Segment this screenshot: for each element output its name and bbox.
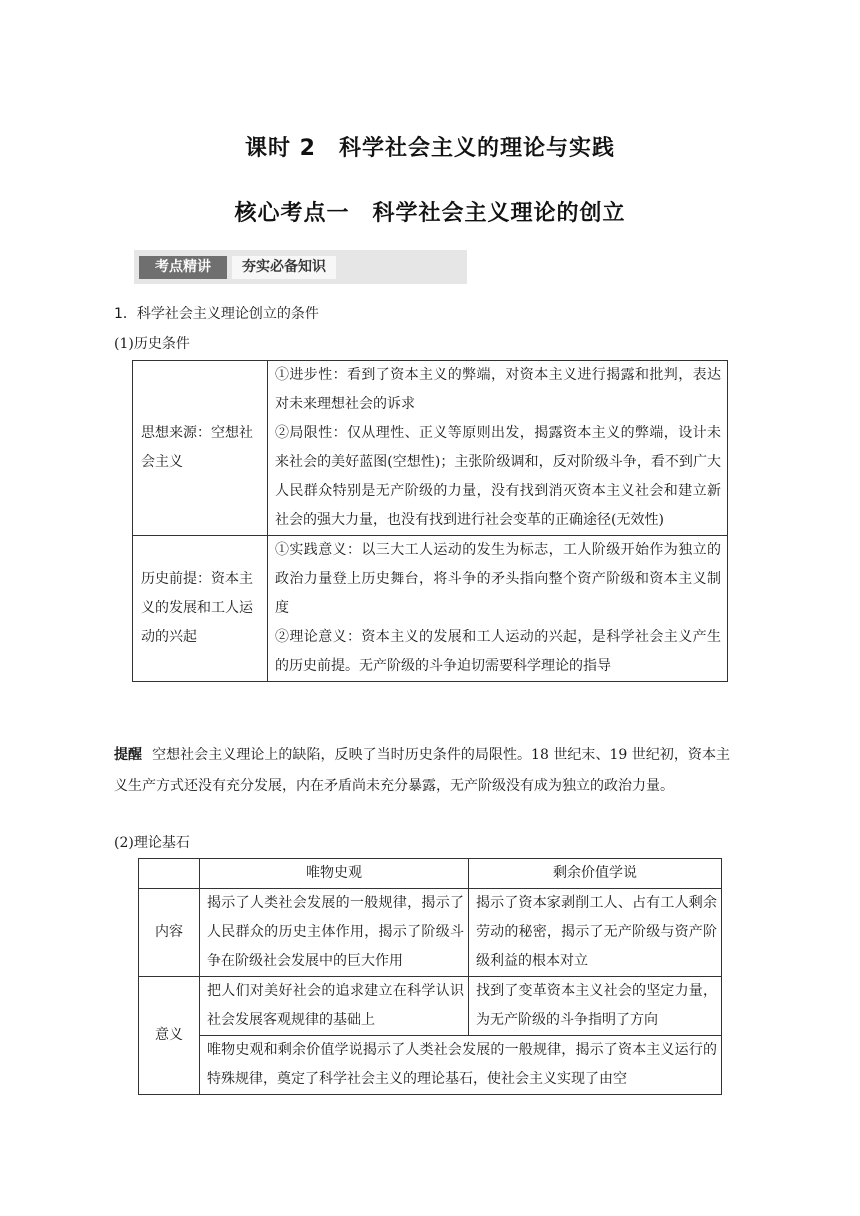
row-content [268,536,728,682]
row-content-text: ①实践意义：以三大工人运动的发生为标志，工人阶级开始作为独立的政治力量登上历史舞台，将斗争的矛头指向整个资产阶级和资本主义制度 ②理论意义：资本主义的发展和工人运动的兴起，是科学社会主义产生的历史前提。无产阶级的斗争迫切需要科学理论的指导 [275,542,721,674]
table-row [139,977,722,1036]
row-label-content: 内容 [139,889,200,977]
cell-meaning-a: 把人们对美好社会的追求建立在科学认识社会发展客观规律的基础上 [200,977,469,1036]
row-label-meaning: 意义 [139,977,200,1095]
header-cell-historical-materialism: 唯物史观 [200,859,469,889]
tip-paragraph [114,740,730,802]
history-heading: (1)历史条件 [114,336,190,352]
lesson-title: 课时 2 科学社会主义的理论与实践 [245,136,615,161]
cell-content-a: 揭示了人类社会发展的一般规律，揭示了人民群众的历史主体作用，揭示了阶级斗争在阶级社会发展中的巨大作用 [200,889,469,977]
tip-text: 空想社会主义理论上的缺陷，反映了当时历史条件的局限性。18 世纪末、19 世纪初，资本主义生产方式还没有充分发展，内在矛盾尚未充分暴露，无产阶级没有成为独立的政治力量。 [114,747,731,794]
row-content-text: ①进步性：看到了资本主义的弊端，对资本主义进行揭露和批判，表达对未来理想社会的诉求 ②局限性：仅从理性、正义等原则出发，揭露资本主义的弊端，设计未来社会的美好蓝图(空想性)；主张阶级调和，反对阶级斗争，看不到广大人民群众特别是无产阶级的力量，没有找到消灭资本主义社会和建立新社会的强大力量，也没有找到进行社会变革的正确途径(无效性) [275,367,721,528]
banner-tag: 考点精讲 [139,256,227,279]
table-row [139,889,722,977]
header-cell-surplus-value: 剩余价值学说 [469,859,722,889]
history-conditions-table [132,360,728,682]
cell-content-b: 揭示了资本家剥削工人、占有工人剩余劳动的秘密，揭示了无产阶级与资产阶级利益的根本对立 [469,889,722,977]
table-row [133,361,728,536]
table-row [139,1036,722,1095]
theory-heading: (2)理论基石 [114,835,190,851]
row-label: 思想来源：空想社会主义 [133,361,268,536]
section-banner [134,250,467,284]
cell-meaning-b: 找到了变革资本主义社会的坚定力量，为无产阶级的斗争指明了方向 [469,977,722,1036]
tip-label: 提醒 [114,747,143,763]
banner-subtitle: 夯实必备知识 [232,256,336,279]
cell-meaning-combined: 唯物史观和剩余价值学说揭示了人类社会发展的一般规律，揭示了资本主义运行的特殊规律，奠定了科学社会主义的理论基石，使社会主义实现了由空 [200,1036,722,1095]
point-heading: 1．科学社会主义理论创立的条件 [114,306,319,322]
header-cell-empty [139,859,200,889]
table-header-row [139,859,722,889]
table-row [133,536,728,682]
row-content [268,361,728,536]
row-label: 历史前提：资本主义的发展和工人运动的兴起 [133,536,268,682]
section-title: 核心考点一 科学社会主义理论的创立 [234,201,626,226]
theory-foundation-table [138,858,722,1095]
